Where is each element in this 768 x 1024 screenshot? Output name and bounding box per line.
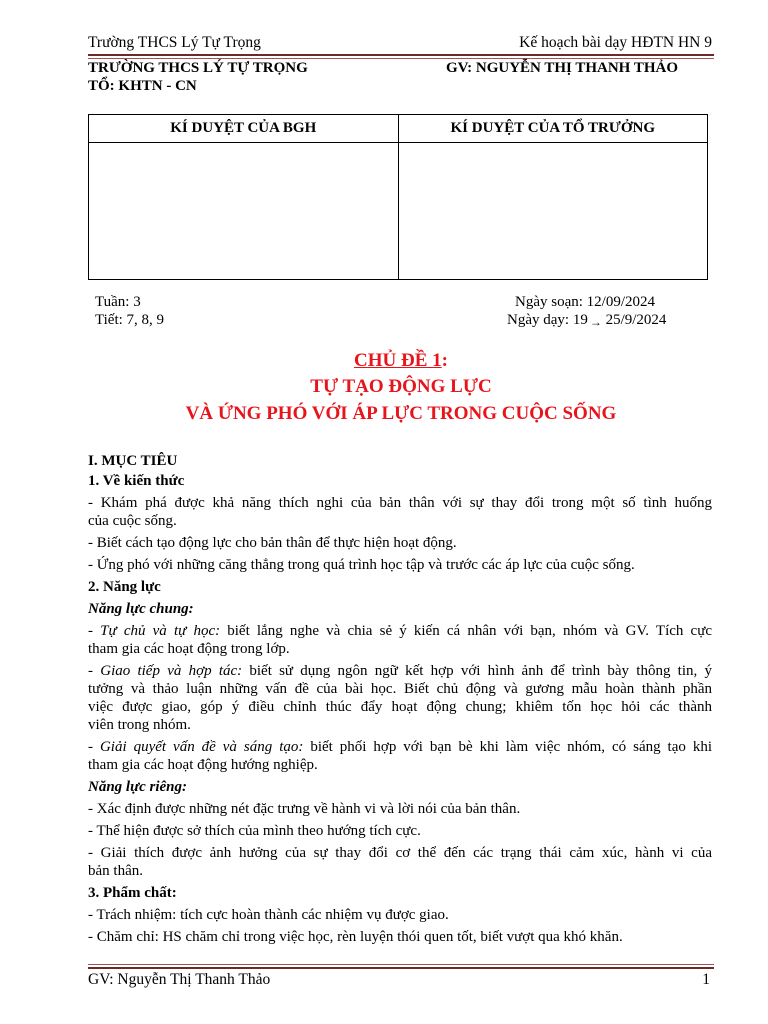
quality-item-1: - Trách nhiệm: tích cực hoàn thành các nhiệm vụ được giao. (88, 907, 449, 923)
general-item-3-line1: - Giải quyết vấn đề và sáng tạo: biết phối hợp với bạn bè khi làm việc nhóm, có sáng tạo khi (88, 739, 713, 755)
section-objectives: I. MỤC TIÊU (88, 453, 178, 469)
general-item-3-text: biết phối hợp với bạn bè khi làm việc nhóm, có sáng tạo khi (303, 739, 713, 755)
knowledge-item-3: - Ứng phó với những căng thẳng trong quá trình học tập và trước các áp lực của cuộc sống. (88, 557, 635, 573)
specific-competence-heading: Năng lực riêng: (88, 779, 187, 795)
approval-signature-to-truong (398, 143, 708, 280)
topic-label-colon: : (441, 350, 448, 371)
knowledge-item-1-line2: của cuộc sống. (88, 513, 177, 529)
teaching-date (507, 311, 666, 329)
teaching-date-prefix: Ngày dạy: 19 (507, 312, 588, 328)
general-item-1-line2: tham gia các hoạt động trong lớp. (88, 641, 290, 657)
general-item-1-text: biết lắng nghe và chia sẻ ý kiến cá nhân với bạn, nhóm và GV. Tích cực (220, 623, 713, 639)
knowledge-item-2: - Biết cách tạo động lực cho bản thân để thực hiện hoạt động. (88, 535, 457, 551)
general-item-2-line4: viên trong nhóm. (88, 717, 191, 733)
quality-item-2: - Chăm chỉ: HS chăm chỉ trong việc học, rèn luyện thói quen tốt, biết vượt qua khó khăn. (88, 929, 623, 945)
header-plan-title: Kế hoạch bài dạy HĐTN HN 9 (519, 34, 712, 51)
general-item-2-label: Giao tiếp và hợp tác: (100, 663, 243, 679)
header-rule (88, 54, 714, 56)
topic-title-line1: TỰ TẠO ĐỘNG LỰC (310, 376, 492, 397)
topic-label-text: CHỦ ĐỀ 1 (354, 350, 442, 371)
approval-header-to-truong: KÍ DUYỆT CỦA TỔ TRƯỞNG (398, 115, 708, 143)
footer-rule (88, 967, 714, 969)
header-rule-thin (88, 58, 714, 59)
teaching-date-suffix: 25/9/2024 (601, 312, 667, 328)
header-school: Trường THCS Lý Tự Trọng (88, 34, 261, 51)
department: TỔ: KHTN - CN (88, 78, 197, 94)
periods: Tiết: 7, 8, 9 (95, 312, 165, 328)
specific-item-2: - Thể hiện được sở thích của mình theo hướng tích cực. (88, 823, 421, 839)
school-name: TRƯỜNG THCS LÝ TỰ TRỌNG (88, 60, 308, 76)
specific-item-1: - Xác định được những nét đặc trưng về hành vi và lời nói của bản thân. (88, 801, 521, 817)
general-item-2-line1: - Giao tiếp và hợp tác: biết sử dụng ngôn ngữ kết hợp với hình ảnh để trình bày thông tin, ý (88, 663, 713, 679)
topic-title-line2: VÀ ỨNG PHÓ VỚI ÁP LỰC TRONG CUỘC SỐNG (185, 403, 617, 424)
general-item-1-label: Tự chủ và tự học: (100, 623, 221, 639)
general-item-3-label: Giải quyết vấn đề và sáng tạo: (99, 739, 304, 755)
specific-item-3-line2: bản thân. (88, 863, 143, 879)
approval-header-bgh: KÍ DUYỆT CỦA BGH (89, 115, 399, 143)
subsection-competence: 2. Năng lực (88, 579, 161, 595)
specific-item-3-line1: - Giải thích được ảnh hưởng của sự thay đổi cơ thể đến các trạng thái cảm xúc, hành vi của (88, 845, 712, 861)
arrow-right-icon: → (589, 315, 602, 329)
prepared-date: Ngày soạn: 12/09/2024 (515, 294, 655, 310)
footer-teacher: GV: Nguyễn Thị Thanh Thảo (88, 971, 271, 988)
topic-label (88, 350, 714, 372)
subsection-knowledge: 1. Về kiến thức (88, 473, 185, 489)
approval-signature-bgh (89, 143, 399, 280)
general-competence-heading: Năng lực chung: (88, 601, 194, 617)
footer-rule-thin (88, 964, 714, 965)
teacher-name: GV: NGUYỄN THỊ THANH THẢO (446, 60, 678, 76)
general-item-2-line3: việc được giao, góp ý điều chỉnh thúc đẩy hoạt động chung; khiêm tốn học hỏi các thành (88, 699, 712, 715)
general-item-2-text: biết sử dụng ngôn ngữ kết hợp với hình ảnh để trình bày thông tin, ý (242, 663, 713, 679)
general-item-3-line2: tham gia các hoạt động hướng nghiệp. (88, 757, 318, 773)
week: Tuần: 3 (95, 294, 141, 310)
general-item-2-line2: tưởng và thảo luận những vấn đề của bài học. Biết chủ động và gương mẫu hoàn thành phần (88, 681, 712, 697)
approval-table (88, 114, 708, 280)
knowledge-item-1-line1: - Khám phá được khả năng thích nghi của bản thân với sự thay đổi trong một số tình huống (88, 495, 712, 511)
subsection-qualities: 3. Phẩm chất: (88, 885, 177, 901)
page-number: 1 (702, 971, 710, 988)
general-item-1-line1: - Tự chủ và tự học: biết lắng nghe và chia sẻ ý kiến cá nhân với bạn, nhóm và GV. Tích cực (88, 623, 713, 639)
